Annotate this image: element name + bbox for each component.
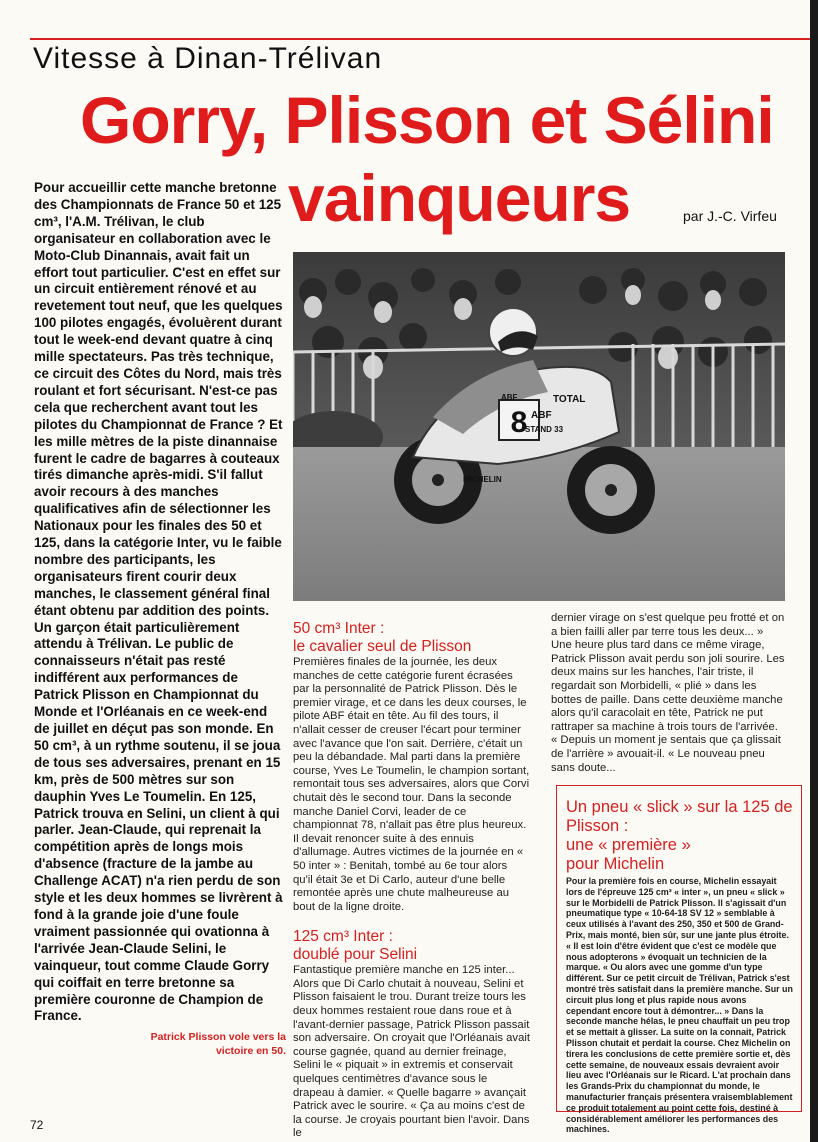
helmet-sticker: ABF <box>501 393 518 402</box>
byline: par J.-C. Virfeu <box>683 208 777 224</box>
fairing-stand: STAND 33 <box>525 425 564 434</box>
column-right <box>551 612 786 775</box>
col3-text: dernier virage on s'est quelque peu frotté et on a bien failli aller par terre tous les deux... » Une heure plus tard dans ce même virage, Patrick Plisson avait perdu son joli sourire. Les deux mains sur les hanches, l'air triste, il regardait son Morbidelli, « plié » dans les bottes de paille. Dans cette deuxième manche alors qu'il caracolait en tête, Patrick ne put rattraper sa machine à trois tours de l'arrivée. « Depuis un moment je sentais que ça glissait de l'arrière » avouait-il. « Le nouveau pneu sans doute... <box>551 612 785 774</box>
race-photo <box>293 252 785 601</box>
fairing-michelin: MICHELIN <box>463 475 502 484</box>
fairing-total: TOTAL <box>553 394 586 405</box>
fairing-abf: ABF <box>531 410 552 421</box>
article-title-line1: Gorry, Plisson et Sélini <box>80 83 774 157</box>
article-title-line2: vainqueurs <box>288 161 631 235</box>
photo-caption: Patrick Plisson vole vers la victoire en 50. <box>150 1031 286 1057</box>
box-subheading1: une « première » <box>566 836 691 854</box>
column-middle <box>293 620 530 1141</box>
box-text: Pour la première fois en course, Michelin essayait lors de l'épreuve 125 cm³ « inter », un pneu « slick » sur le Morbidelli de Patrick Plisson. Il s'agissait d'un pneumatique type « 10-64-18 SV 12 » semblable à ceux utilisés à l'avant des 250, 350 et 500 de Grand-Prix, mais monté, bien sûr, sur une jante plus étroite. « Il est loin d'être évident que c'est ce modèle que nous adopterons » évoquait un technicien de la marque. « Ou alors avec une gomme d'un type différent. Sur ce petit circuit de Trélivan, Patrick s'est montré très satisfait dans la première manche. Sur un circuit plus long et plus rapide nous avons cependant encore tout à démontrer... » Dans la seconde manche hélas, le pneu chauffait un peu trop et se mettait à glisser. La suite on la connait, Patrick Plisson chutait et perdait la course. Chez Michelin on tirera les conclusions de cette première sortie et, dès cette semaine, de nouveaux essais devraient avoir lieu avec l'Orléanais sur le Ricard. L'at prochain dans les Grands-Prix du championnat du monde, le manufacturier français présentera vraisemblablement ce produit totalement au point cette fois, destiné à considérablement améliorer les performances des machines. <box>566 876 793 1135</box>
article-supertitle: Vitesse à Dinan-Trélivan <box>33 42 383 75</box>
page-number: 72 <box>30 1118 44 1132</box>
section50-heading1: 50 cm³ Inter : <box>293 620 385 637</box>
header-rule <box>30 38 810 40</box>
box-subheading2: pour Michelin <box>566 855 665 873</box>
section50-heading2: le cavalier seul de Plisson <box>293 638 472 655</box>
box-heading: Un pneu « slick » sur la 125 de Plisson : <box>566 798 793 835</box>
page-edge <box>810 0 818 1142</box>
intro-paragraph: Pour accueillir cette manche bretonne des Championnats de France 50 et 125 cm³, l'A.M. Trélivan, le club organisateur en collaboration avec le Moto-Club Dinannais, avait fait un effort tout particulier. C'est en effet sur un circuit entièrement rénové et au revetement tout neuf, que les quelques 100 pilotes engagés, évoluèrent durant tout le week-end devant quatre à cinq mille spectateurs. Pas très technique, ce circuit des Côtes du Nord, mais très roulant et fort sécurisant. N'est-ce pas cela que recherchent avant tout les pilotes du Championnat de France ? Et les mille mètres de la piste dinannaise furent le cadre de bagarres à couteaux tirés dimanche après-midi. S'il fallut avoir recours à des manches qualificatives afin de sélectionner les Nationaux pour les finales des 50 et 125, dans la catégorie Inter, vu le faible nombre des participants, les organisateurs firent courir deux manches, le classement général final étant obtenu par addition des points. Un garçon était particulièrement attendu à Trélivan. Le public de connaisseurs n'était pas resté indifférent aux performances de Patrick Plisson en Championnat du Monde et l'Orléanais en ce week-end de juillet en déçut pas son monde. En 50 cm³, à un rythme soutenu, il se joua de tous ses adversaires, prenant en 15 km, près de 500 mètres sur son dauphin Yves Le Toumelin. En 125, Patrick trouva en Selini, un client à qui parler. Jean-Claude, qui reprenait la compétition après de longs mois d'absence (fracture de la jambe au Challenge ACAT) n'a rien perdu de son style et les deux hommes se livrèrent à fond à la grande joie d'une foule vraiment passionnée qui ovationna à l'arrivée Jean-Claude Selini, le vainqueur, tout comme Claude Gorry qui coiffait en terre bretonne sa première couronne de Champion de France. <box>34 180 283 1024</box>
section125-text: Fantastique première manche en 125 inter... Alors que Di Carlo chutait à nouveau, Selini et Plisson faisaient le trou. Durant treize tours les deux hommes restaient roue dans roue et à l'avant-dernier passage, Patrick Plisson passait son adversaire. On croyait que l'Orléanais avait course gagnée, quand au dernier freinage, Selini le « piquait » in extremis et conservait quelques centimètres d'avance sous le drapeau à damier. « Quelle bagarre » avançait Patrick avec le sourire. « Ça au moins c'est de la course. Je croyais pourtant bien l'avoir. Dans le <box>293 964 530 1140</box>
section125-heading1: 125 cm³ Inter : <box>293 928 393 946</box>
section125-heading2: doublé pour Selini <box>293 946 418 964</box>
sidebar-box <box>556 785 802 1135</box>
section50-text: Premières finales de la journée, les deux manches de cette catégorie furent écrasées par la personnalité de Patrick Plisson. Dès le premier virage, et ce dans les deux courses, le pilote ABF était en tête. Au fil des tours, il n'allait cesser de creuser l'écart pour terminer avec l'avance que l'on sait. Derrière, c'était un peu la débandade. Mal parti dans la première course, Yves Le Toumelin, le champion sortant, remontait tous ses adversaires, alors que Corvi chutait dès le second tour. Dans la seconde manche Daniel Corvi, leader de ce championnat 78, n'allait pas être plus heureux. Il devait renoncer suite à des ennuis d'allumage. Autres victimes de la journée en « 50 inter » : Benitah, tombé au 6e tour alors qu'il était 3e et Di Carlo, auteur d'une belle remontée après une chute malheureuse au bout de la ligne droite. <box>293 656 530 913</box>
bib-number: 8 <box>510 406 528 439</box>
